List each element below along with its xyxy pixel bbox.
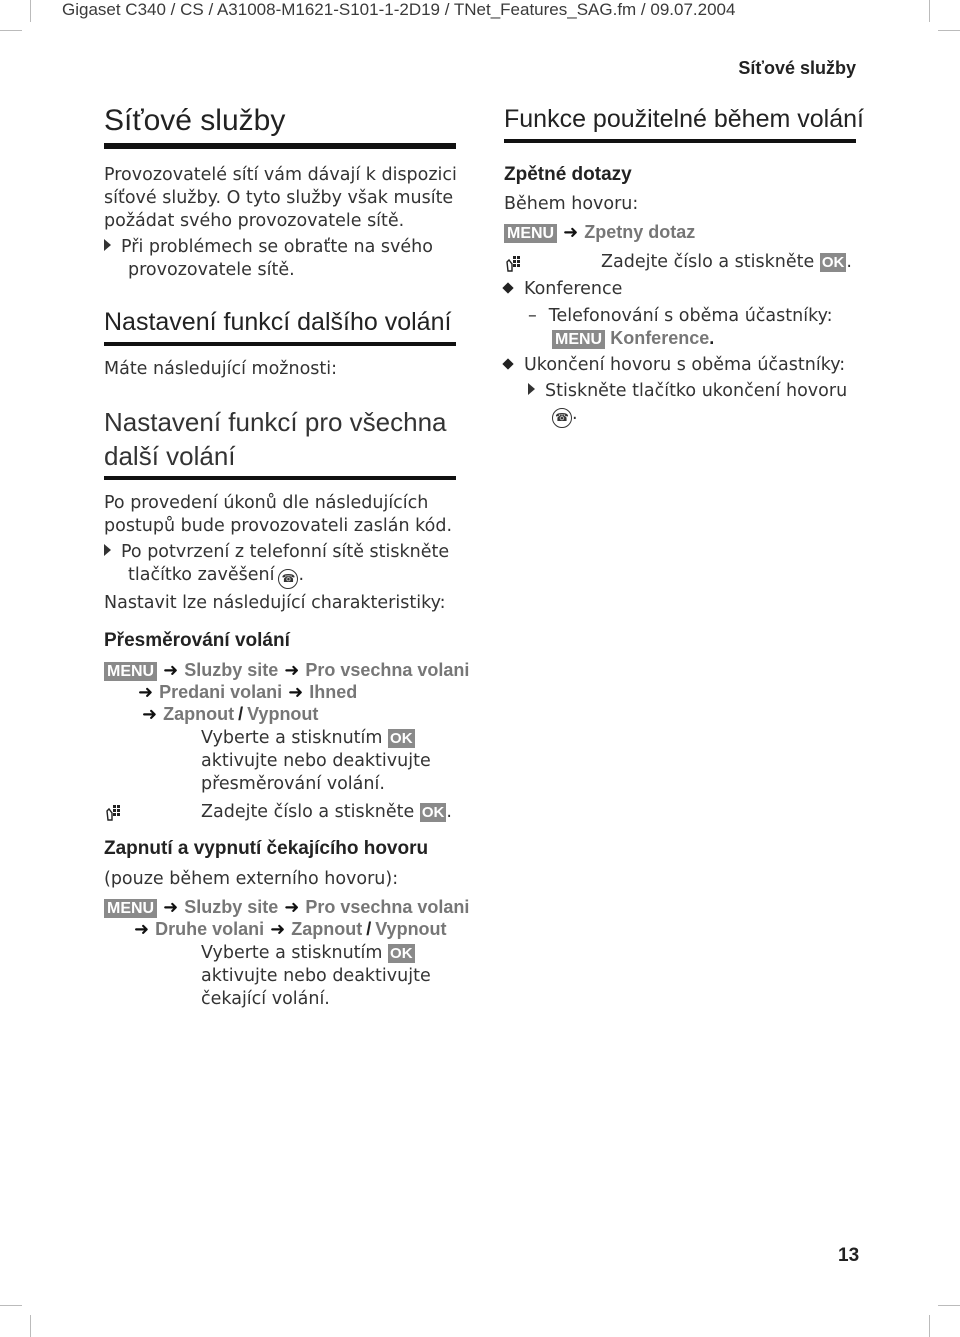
heading-rule — [104, 342, 456, 346]
intro-paragraph: Provozovatelé sítí vám dávají k dispozici síťové služby. O tyto služby však musíte požádat svého provozovatele sítě. — [104, 165, 457, 231]
page-number: 13 — [838, 1245, 860, 1266]
keypad-icon — [504, 254, 524, 274]
diamond-bullet-icon — [502, 282, 513, 293]
menu-key: MENU — [104, 899, 157, 918]
right-title: Funkce použitelné během volání — [504, 105, 864, 133]
heading-all-calls: Nastavení funkcí pro všechna další volání — [104, 407, 447, 471]
arrow-icon: ➜ — [138, 682, 154, 703]
back-query-path: MENU ➜ Zpetny dotaz — [504, 222, 695, 243]
arrow-icon: ➜ — [163, 660, 179, 681]
ok-key: OK — [390, 730, 413, 747]
back-query-enter-text: Zadejte číslo a stiskněte OK . — [601, 252, 852, 272]
arrow-icon: ➜ — [284, 660, 300, 681]
bullet-problems: Při problémech se obraťte na svého provozovatele sítě. — [104, 236, 464, 282]
forwarding-path-3: ➜ Zapnout / Vypnout — [142, 704, 319, 725]
end-call-instruction: Stiskněte tlačítko ukončení hovoru ☎ . — [528, 380, 858, 428]
title-rule — [104, 143, 456, 149]
ok-key: OK — [821, 254, 845, 271]
options-text: Máte následující možnosti: — [104, 359, 338, 379]
forwarding-path-2: ➜ Predani volani ➜ Ihned — [138, 682, 358, 703]
conference-dash: – Telefonování s oběma účastníky: — [528, 306, 833, 326]
forwarding-heading: Přesměrování volání — [104, 630, 290, 651]
bullet-confirm: Po potvrzení z telefonní sítě stiskněte tlačítko zavěšení ☎ . — [104, 541, 464, 589]
menu-key: MENU — [504, 224, 557, 243]
heading-next-calls: Nastavení funkcí dalšího volání — [104, 308, 452, 336]
end-call-icon: ☎ — [552, 408, 572, 428]
ok-key: OK — [390, 945, 413, 962]
heading-rule-2 — [104, 476, 456, 480]
end-call-icon: ☎ — [278, 569, 298, 589]
page-title: Síťové služby — [104, 104, 286, 137]
end-call-bullet: Ukončení hovoru s oběma účastníky: — [504, 354, 845, 377]
arrow-icon: ➜ — [284, 897, 300, 918]
waiting-select-text: Vyberte a stisknutím OK aktivujte nebo deaktivujte čekající volání. — [201, 943, 431, 1009]
back-query-heading: Zpětné dotazy — [504, 164, 632, 185]
arrow-icon: ➜ — [270, 919, 286, 940]
conference-bullet: Konference — [504, 278, 622, 301]
conference-path: MENU Konference. — [552, 328, 714, 349]
waiting-note: (pouze během externího hovoru): — [104, 869, 399, 889]
waiting-path-1: MENU ➜ Sluzby site ➜ Pro vsechna volani — [104, 897, 469, 918]
arrow-icon: ➜ — [163, 897, 179, 918]
document-header: Gigaset C340 / CS / A31008-M1621-S101-1-2D19 / TNet_Features_SAG.fm / 09.07.2004 — [62, 0, 736, 19]
during-call-text: Během hovoru: — [504, 194, 639, 214]
keypad-icon — [104, 803, 124, 823]
forwarding-enter-text: Zadejte číslo a stiskněte OK . — [201, 802, 452, 822]
waiting-heading: Zapnutí a vypnutí čekajícího hovoru — [104, 838, 429, 859]
characteristics-text: Nastavit lze následující charakteristiky: — [104, 593, 446, 613]
arrow-icon: ➜ — [288, 682, 304, 703]
triangle-bullet-icon — [528, 383, 535, 395]
forwarding-path-1: MENU ➜ Sluzby site ➜ Pro vsechna volani — [104, 660, 469, 681]
arrow-icon: ➜ — [134, 919, 150, 940]
triangle-bullet-icon — [104, 239, 111, 251]
diamond-bullet-icon — [502, 358, 513, 369]
forwarding-select-text: Vyberte a stisknutím OK aktivujte nebo deaktivujte přesměrování volání. — [201, 728, 431, 794]
ok-key: OK — [421, 804, 445, 821]
waiting-path-2: ➜ Druhe volani ➜ Zapnout / Vypnout — [134, 919, 447, 940]
menu-key: MENU — [104, 662, 157, 681]
procedure-text: Po provedení úkonů dle následujících postupů bude provozovateli zaslán kód. — [104, 493, 453, 536]
arrow-icon: ➜ — [142, 704, 158, 725]
arrow-icon: ➜ — [563, 222, 579, 243]
menu-key: MENU — [552, 330, 605, 349]
right-title-rule — [504, 139, 856, 143]
section-label: Síťové služby — [738, 58, 856, 78]
triangle-bullet-icon — [104, 544, 111, 556]
